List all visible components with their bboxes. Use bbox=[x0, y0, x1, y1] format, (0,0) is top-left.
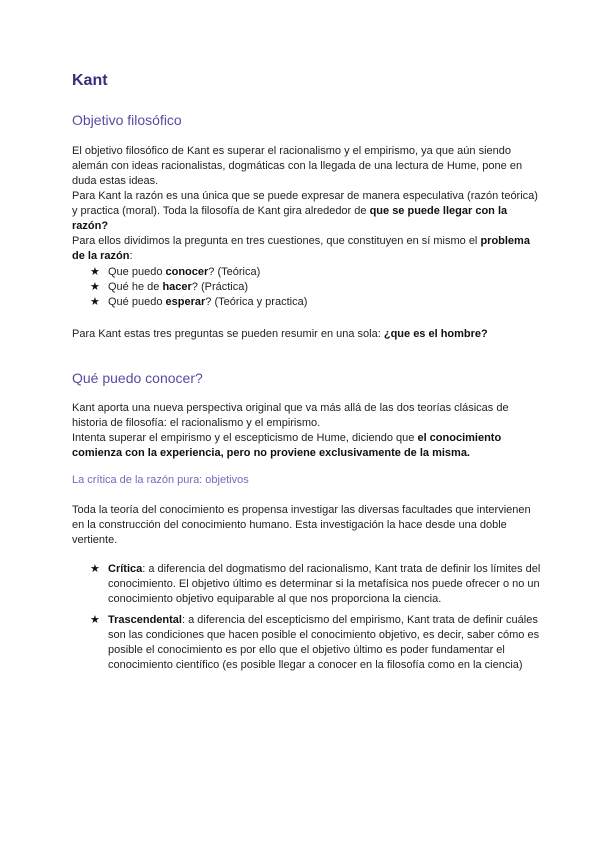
bold-text: Trascendental bbox=[108, 614, 182, 626]
list-item bbox=[72, 295, 544, 310]
list-item-text: : a diferencia del escepticismo del empirismo, Kant trata de definir cuáles son las condiciones que hacen posible el conocimiento objetivo, es decir, saber cómo es posible el conocimiento es por ello que el objetivo último es poder fundamentar el conocimiento científico (es posible llegar a conocer en la filosofía como en la ciencia) bbox=[108, 614, 540, 671]
paragraph bbox=[72, 189, 544, 234]
objectives-list bbox=[72, 562, 544, 673]
subsection-heading-critica: La crítica de la razón pura: objetivos bbox=[72, 474, 249, 486]
paragraph bbox=[72, 327, 544, 342]
bold-text: ¿que es el hombre? bbox=[383, 328, 488, 340]
list-item bbox=[72, 562, 544, 607]
bold-text: conocer bbox=[165, 266, 209, 278]
list-item bbox=[72, 265, 544, 280]
paragraph-text: Para Kant la razón es una única que se puede expresar de manera especulativa (razón teórica) y practica (moral). Toda la filosofía de Kant gira alrededor de bbox=[72, 190, 538, 217]
paragraph-text: Intenta superar el empirismo y el escepticismo de Hume, diciendo que bbox=[72, 432, 418, 444]
list-item bbox=[72, 280, 544, 295]
questions-list bbox=[72, 265, 544, 310]
paragraph: Kant aporta una nueva perspectiva original que va más allá de las dos teorías clásicas de historia de filosofía: el racionalismo y el empirismo. bbox=[72, 402, 509, 429]
paragraph-text: Para Kant estas tres preguntas se pueden resumir en una sola: bbox=[72, 328, 384, 340]
star-bullet-icon: ★ bbox=[90, 614, 100, 626]
paragraph: Toda la teoría del conocimiento es propensa investigar las diversas facultades que intervienen en la construcción del conocimiento humano. Esta investigación la hace desde una doble vertiente. bbox=[72, 504, 531, 546]
paragraph-text: Para ellos dividimos la pregunta en tres cuestiones, que constituyen en sí mismo el bbox=[72, 235, 481, 247]
star-bullet-icon: ★ bbox=[90, 563, 100, 575]
bold-text: que se puede llegar con la razón? bbox=[72, 205, 508, 232]
paragraph-text: : bbox=[129, 250, 133, 262]
list-item-text: Qué puedo bbox=[108, 296, 166, 308]
bold-text: problema de la razón bbox=[72, 235, 530, 262]
paragraph: El objetivo filosófico de Kant es superar el racionalismo y el empirismo, ya que aún siendo alemán con ideas racionalistas, dogmáticas con la llegada de una lectura de Hume, pone en duda estas ideas. bbox=[72, 145, 523, 187]
list-item-text: Qué he de bbox=[108, 281, 163, 293]
section-heading-que-puedo-conocer: Qué puedo conocer? bbox=[72, 370, 203, 386]
paragraph bbox=[72, 431, 544, 461]
list-item-text: ? (Práctica) bbox=[191, 281, 249, 293]
section-heading-objetivo: Objetivo filosófico bbox=[72, 112, 182, 128]
bold-text: hacer bbox=[162, 281, 192, 293]
list-item-text: Que puedo bbox=[108, 266, 166, 278]
star-bullet-icon: ★ bbox=[90, 266, 100, 278]
list-item-text: : a diferencia del dogmatismo del racionalismo, Kant trata de definir los límites del conocimiento. El objetivo último es determinar si la metafísica nos puede ofrecer o no un conocimiento objetivo equiparable al que nos proporciona la ciencia. bbox=[108, 563, 541, 605]
list-item-text: ? (Teórica y practica) bbox=[205, 296, 308, 308]
list-item-text: ? (Teórica) bbox=[208, 266, 261, 278]
star-bullet-icon: ★ bbox=[90, 281, 100, 293]
star-bullet-icon: ★ bbox=[90, 296, 100, 308]
document-title: Kant bbox=[72, 72, 108, 89]
list-item bbox=[72, 613, 544, 673]
paragraph bbox=[72, 234, 544, 264]
bold-text: esperar bbox=[165, 296, 206, 308]
bold-text: el conocimiento comienza con la experiencia, pero no proviene exclusivamente de la misma. bbox=[72, 432, 502, 459]
bold-text: Crítica bbox=[108, 563, 143, 575]
